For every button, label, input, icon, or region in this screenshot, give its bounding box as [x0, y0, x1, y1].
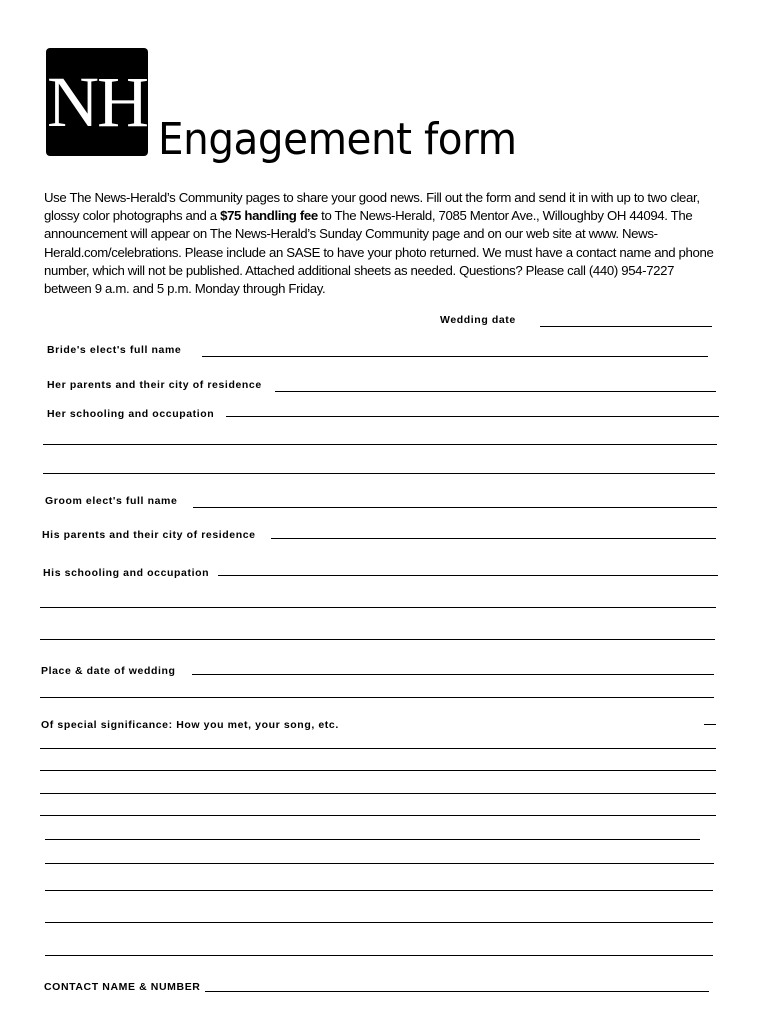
special-line-10[interactable]: [45, 955, 713, 956]
intro-paragraph: [44, 189, 724, 298]
his-schooling-line-2[interactable]: [40, 607, 716, 608]
wedding-date-line[interactable]: [540, 326, 712, 327]
special-line-3[interactable]: [40, 770, 716, 771]
bride-name-line[interactable]: [202, 356, 708, 357]
her-schooling-line-2[interactable]: [43, 444, 717, 445]
special-line-6[interactable]: [45, 839, 700, 840]
handling-fee: $75 handling fee: [220, 208, 318, 224]
special-line-7[interactable]: [45, 863, 714, 864]
place-date-label: Place & date of wedding: [41, 665, 176, 677]
her-parents-line[interactable]: [275, 391, 716, 392]
place-date-line[interactable]: [192, 674, 714, 675]
intro-text-1: Use The News-Herald’s Community pages to share your good news. Fill out the form and send it in with up to two clear, glossy color photographs and a: [44, 190, 700, 224]
special-line-4[interactable]: [40, 793, 716, 794]
place-date-line-2[interactable]: [40, 697, 714, 698]
her-schooling-line[interactable]: [226, 416, 719, 417]
her-schooling-label: Her schooling and occupation: [47, 408, 215, 420]
groom-name-line[interactable]: [193, 507, 717, 508]
his-parents-label: His parents and their city of residence: [42, 529, 256, 541]
special-line-5[interactable]: [40, 815, 716, 816]
wedding-date-label: Wedding date: [440, 314, 516, 326]
special-line-2[interactable]: [40, 748, 716, 749]
special-line-9[interactable]: [45, 922, 713, 923]
contact-label: CONTACT NAME & NUMBER: [44, 981, 201, 993]
intro-text-2: to The News-Herald, 7085 Mentor Ave., Willoughby OH 44094. The announcement will appear on The News-Herald’s Sunday Community page and on our web site at www. News-Herald.com/celebrations. Please include an SASE to have your photo returned. We must have a contact name and phone number, which will not be published. Attached additional sheets as needed. Questions? Please call (440) 954-7227 between 9 a.m. and 5 p.m. Monday through Friday.: [44, 208, 714, 297]
bride-name-label: Bride's elect's full name: [47, 344, 182, 356]
his-schooling-line-3[interactable]: [40, 639, 715, 640]
his-schooling-label: His schooling and occupation: [43, 567, 210, 579]
his-parents-line[interactable]: [271, 538, 716, 539]
logo-text: NH: [47, 62, 147, 142]
page-title: Engagement form: [158, 114, 517, 165]
special-significance-label: Of special significance: How you met, your song, etc.: [41, 719, 339, 731]
special-line-8[interactable]: [45, 890, 713, 891]
news-herald-logo: [46, 48, 148, 156]
special-significance-line[interactable]: [704, 724, 716, 725]
contact-line[interactable]: [205, 991, 709, 992]
groom-name-label: Groom elect's full name: [45, 495, 178, 507]
her-parents-label: Her parents and their city of residence: [47, 379, 262, 391]
her-schooling-line-3[interactable]: [43, 473, 715, 474]
his-schooling-line[interactable]: [218, 575, 718, 576]
